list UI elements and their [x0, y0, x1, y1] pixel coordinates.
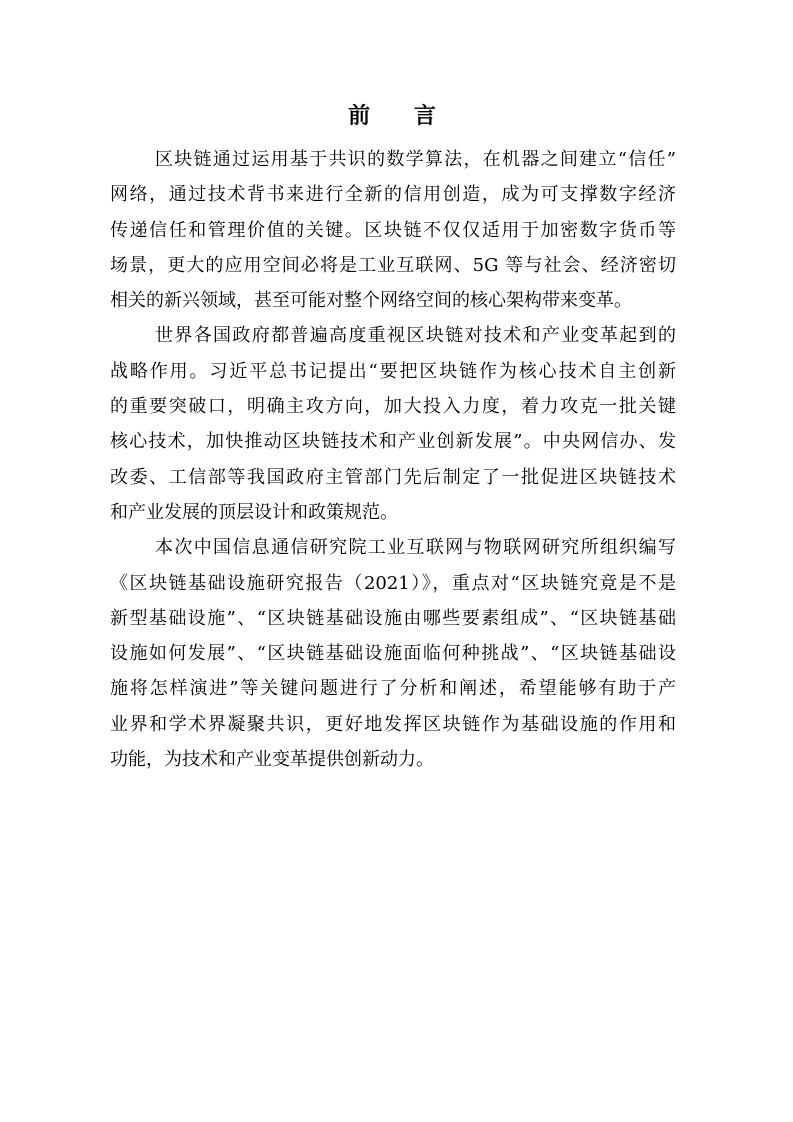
paragraph-line: 业界和学术界凝聚共识，更好地发挥区块链作为基础设施的作用和: [110, 713, 676, 735]
paragraph-line: 世界各国政府都普遍高度重视区块链对技术和产业变革起到的: [155, 325, 676, 347]
paragraph-line: 改委、工信部等我国政府主管部门先后制定了一批促进区块链技术: [110, 466, 676, 488]
paragraph-line: 设施如何发展”、“区块链基础设施面临何种挑战”、“区块链基础设: [110, 643, 676, 665]
paragraph-line: 《区块链基础设施研究报告（2021）》，重点对“区块链究竟是不是: [110, 572, 676, 594]
paragraph-line: 施将怎样演进”等关键问题进行了分析和阐述，希望能够有助于产: [110, 678, 676, 700]
paragraph-2: [110, 318, 676, 530]
paragraph-line: 新型基础设施”、“区块链基础设施由哪些要素组成”、“区块链基础: [110, 607, 676, 629]
paragraph-line: 核心技术，加快推动区块链技术和产业创新发展”。中央网信办、发: [110, 431, 676, 453]
paragraph-line: 的重要突破口，明确主攻方向，加大投入力度，着力攻克一批关键: [110, 396, 676, 418]
paragraph-1: [110, 142, 676, 318]
body-text: [110, 142, 676, 777]
paragraph-line: 场景，更大的应用空间必将是工业互联网、5G 等与社会、经济密切: [110, 254, 676, 276]
paragraph-line: 相关的新兴领域，甚至可能对整个网络空间的核心架构带来变革。: [110, 290, 632, 312]
paragraph-line: 网络，通过技术背书来进行全新的信用创造，成为可支撑数字经济: [110, 184, 676, 206]
paragraph-line: 战略作用。习近平总书记提出“要把区块链作为核心技术自主创新: [110, 360, 676, 382]
page-title: 前 言: [348, 104, 454, 129]
paragraph-line: 功能，为技术和产业变革提供创新动力。: [110, 749, 434, 771]
paragraph-line: 本次中国信息通信研究院工业互联网与物联网研究所组织编写: [155, 537, 676, 559]
paragraph-3: [110, 530, 676, 777]
paragraph-line: 和产业发展的顶层设计和政策规范。: [110, 501, 398, 523]
paragraph-line: 传递信任和管理价值的关键。区块链不仅仅适用于加密数字货币等: [110, 219, 676, 241]
paragraph-line: 区块链通过运用基于共识的数学算法，在机器之间建立“信任”: [155, 149, 676, 170]
